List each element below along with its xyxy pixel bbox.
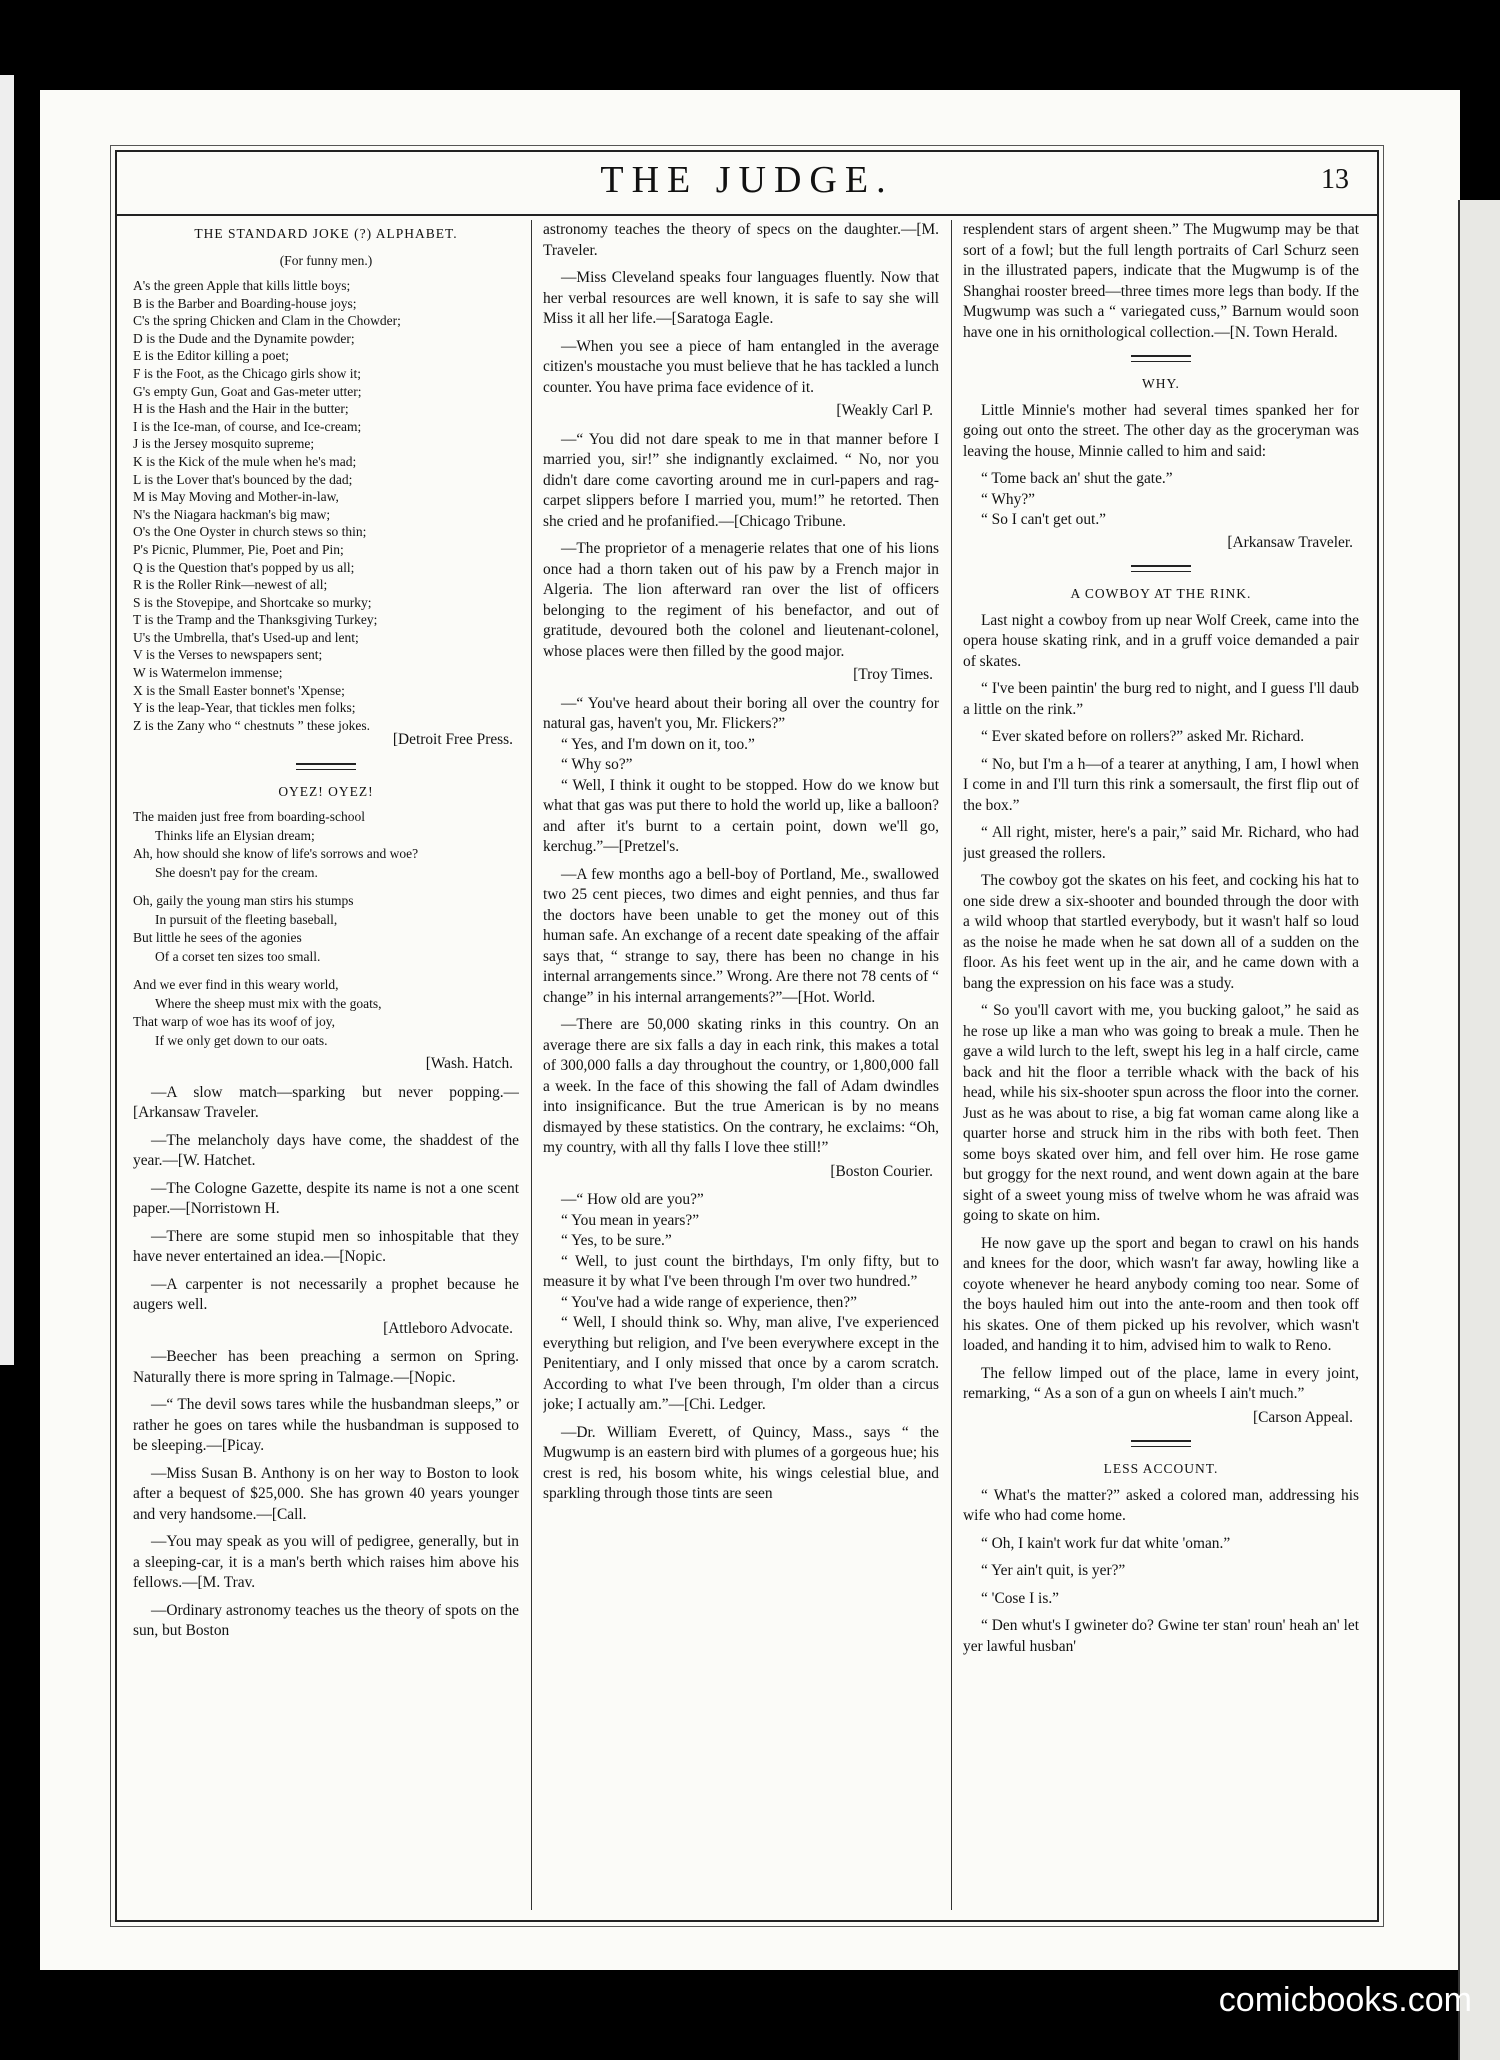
paragraph: —A few months ago a bell-boy of Portland, Me., swallowed two 25 cent pieces, two dimes and eight pennies, and thus far the doctors have been unable to get the money out of this human safe. An exchange of a recent date speaking of the affair says that, “ strange to say, there has been no change in his internal arrangements since.” Wrong. Are there not 78 cents of “ change” in his internal arrangements?”—[Hot. World. xyxy=(543,865,939,1006)
source-credit: [Arkansaw Traveler. xyxy=(1227,533,1353,551)
verse-line: N's the Niagara hackman's big maw; xyxy=(133,506,331,522)
source-credit: [Weakly Carl P. xyxy=(836,402,933,419)
page-frame xyxy=(115,150,1379,1922)
poem-line: She doesn't pay for the cream. xyxy=(155,864,318,880)
verse-line: M is May Moving and Mother-in-law, xyxy=(133,489,339,505)
dialogue-line: “ Yes, to be sure.” xyxy=(561,1232,672,1249)
paragraph: —The Cologne Gazette, despite its name is not a one scent paper.—[Norristown H. xyxy=(133,1179,519,1218)
verse-line: T is the Tramp and the Thanksgiving Turkey; xyxy=(133,612,378,628)
source-credit: [Wash. Hatch. xyxy=(425,1055,513,1073)
verse-line: B is the Barber and Boarding-house joys; xyxy=(133,295,357,311)
poem-line: Thinks life an Elysian dream; xyxy=(155,827,315,843)
dialogue-line: “ Why so?” xyxy=(561,756,633,773)
verse-line: Q is the Question that's popped by us all; xyxy=(133,559,355,575)
poem-line: Of a corset ten sizes too small. xyxy=(155,948,321,964)
paragraph: “ So you'll cavort with me, you bucking galoot,” he said as he rose up like a man who was going to break a mule. Then he gave a wild lurch to the left, swept his leg in a half circle, came back and hit the floor a terrible whack with the back of his head, while his six-shooter spun across the floor into the corner. Just as he was about to rise, a big fat woman came along like a quarter horse and struck him in the ribs with both feet. Then some boys skated over him, and fell over him. He rose game but groggy for the next round, and went down again at the bare sight of a sweet young miss of twelve whom he was afraid was going to skate on him. xyxy=(963,1002,1359,1224)
paragraph: “ All right, mister, here's a pair,” said Mr. Richard, who had just greased the rollers. xyxy=(963,824,1359,862)
paragraph: resplendent stars of argent sheen.” The Mugwump may be that sort of a fowl; but the full length portraits of Carl Schurz seen in the illustrated papers, indicate that the Mugwump is of the Shanghai rooster breed—three times more legs than body. If the Mugwump was such a “ variegated cuss,” Barnum would soon have one in his ornithological collection.—[N. Town Herald. xyxy=(963,221,1359,341)
poem-line: But little he sees of the agonies xyxy=(133,930,302,946)
oyez-heading: OYEZ! OYEZ! xyxy=(278,783,374,799)
dialogue-line: “ So I can't get out.” xyxy=(981,511,1107,528)
column-divider-2 xyxy=(951,220,952,1910)
verse-line: O's the One Oyster in church stews so thin; xyxy=(133,524,367,540)
dialogue xyxy=(543,694,939,858)
poem-line: That warp of woe has its woof of joy, xyxy=(133,1014,335,1030)
paragraph: —Miss Susan B. Anthony is on her way to Boston to look after a bequest of $25,000. She has grown 40 years younger and very handsome.—[Call. xyxy=(133,1464,519,1523)
poem-line: The maiden just free from boarding-school xyxy=(133,809,366,825)
paragraph: —There are 50,000 skating rinks in this country. On an average there are six falls a day in each rink, this makes a total of 300,000 falls a day throughout the country, or 1,800,000 fall a week. In the face of this showing the fall of Adam dwindles into insignificance. But the true American is by no means dismayed by these statistics. On the contrary, he exclaims: “Oh, my country, with all thy falls I love thee still!” xyxy=(543,1016,939,1156)
paragraph: “ What's the matter?” asked a colored man, addressing his wife who had come home. xyxy=(963,1486,1359,1524)
page-title: THE JUDGE. xyxy=(600,159,894,201)
paragraph: astronomy teaches the theory of specs on the daughter.—[M. Traveler. xyxy=(543,221,939,259)
paragraph: —The melancholy days have come, the shaddest of the year.—[W. Hatchet. xyxy=(133,1131,519,1170)
verse-line: K is the Kick of the mule when he's mad; xyxy=(133,453,357,469)
paragraph: “ Ever skated before on rollers?” asked Mr. Richard. xyxy=(981,728,1305,745)
verse-line: U's the Umbrella, that's Used-up and lent; xyxy=(133,629,359,645)
verse-line: Z is the Zany who “ chestnuts ” these jokes. xyxy=(133,717,370,733)
poem-line: If we only get down to our oats. xyxy=(155,1032,328,1048)
verse-line: X is the Small Easter bonnet's 'Xpense; xyxy=(133,682,345,698)
paragraph: —A slow match—sparking but never popping.—[Arkansaw Traveler. xyxy=(133,1083,519,1122)
paragraph: “ Den whut's I gwineter do? Gwine ter stan' roun' heah an' let yer lawful husban' xyxy=(963,1617,1359,1655)
dialogue-line: “ Well, I think it ought to be stopped. How do we know but what that gas was put there to hold the world up, like a balloon? and after it's burnt to a certain point, down we'll go, kerchug.”—[Pretzel's. xyxy=(543,776,939,855)
dialogue-line: —“ How old are you?” xyxy=(561,1191,704,1208)
paragraph: The fellow limped out of the place, lame in every joint, remarking, “ As a son of a gun on wheels I ain't much.” xyxy=(963,1364,1359,1402)
dialogue-line: “ Tome back an' shut the gate.” xyxy=(981,470,1173,487)
column-divider-1 xyxy=(531,220,532,1910)
page-number: 13 xyxy=(1321,164,1349,195)
verse-line: A's the green Apple that kills little boys; xyxy=(133,278,351,293)
paragraph: Last night a cowboy from up near Wolf Creek, came into the opera house skating rink, and in a gruff voice demanded a pair of skates. xyxy=(963,611,1359,670)
paragraph: “ 'Cose I is.” xyxy=(981,1589,1059,1607)
alphabet-verse xyxy=(133,277,519,734)
poem-line: In pursuit of the fleeting baseball, xyxy=(155,911,338,927)
dialogue-line: “ Well, I should think so. Why, man alive, I've experienced everything but religion, and I've been everywhere except in the Penitentiary, and I only missed that once by a carom scratch. According to what I've been through, I'm older than a circus joke; I actually am.”—[Chi. Ledger. xyxy=(543,1314,939,1413)
section-rule xyxy=(296,763,356,770)
alphabet-subheading: (For funny men.) xyxy=(279,252,373,268)
oyez-poem xyxy=(133,808,519,1050)
dialogue-line: —“ You've heard about their boring all over the country for natural gas, haven't you, Mr. Flickers?” xyxy=(543,694,939,732)
verse-line: Y is the leap-Year, that tickles men folks; xyxy=(133,700,356,716)
column-3 xyxy=(963,220,1359,1910)
verse-line: E is the Editor killing a poet; xyxy=(133,348,289,364)
section-rule xyxy=(1131,1440,1191,1447)
dialogue xyxy=(963,469,1359,531)
cowboy-heading: A COWBOY AT THE RINK. xyxy=(1070,586,1252,601)
paragraph: —Dr. William Everett, of Quincy, Mass., says “ the Mugwump is an eastern bird with plumes of a gorgeous hue; his crest is red, his bosom white, his wings celestial blue, and sparkling through those tints are seen xyxy=(543,1423,939,1502)
paragraph: —A carpenter is not necessarily a prophet because he augers well. xyxy=(133,1275,519,1314)
paragraph: “ Oh, I kain't work fur dat white 'oman.” xyxy=(981,1534,1231,1552)
paragraph: —Beecher has been preaching a sermon on Spring. Naturally there is more spring in Talmage.—[Nopic. xyxy=(133,1348,519,1386)
paragraph: —“ You did not dare speak to me in that manner before I married you, sir!” she indignantly exclaimed. “ No, nor you didn't dare come cavorting around me in curl-papers and rag-carpet slippers before I married you, mum!” he retorted. Then she cried and he profanified.—[Chicago Tribune. xyxy=(543,430,939,530)
verse-line: R is the Roller Rink—newest of all; xyxy=(133,577,328,593)
paragraph: “ Yer ain't quit, is yer?” xyxy=(981,1562,1126,1579)
source-credit: [Troy Times. xyxy=(853,666,933,683)
paragraph: —The proprietor of a menagerie relates that one of his lions once had a thorn taken out of his paw by a French major in Algeria. The lion afterward ran over the list of officers belonging to the regiment of his benefactor, and out of gratitude, devoured both the colonel and lieutenant-colonel, whose places were then filled by the good major. xyxy=(543,540,939,660)
paragraph: “ I've been paintin' the burg red to night, and I guess I'll daub a little on the rink.” xyxy=(963,680,1359,718)
column-2 xyxy=(543,220,939,1910)
paragraph: —There are some stupid men so inhospitable that they have never entertained an idea.—[Nopic. xyxy=(133,1227,519,1266)
poem-line: Ah, how should she know of life's sorrows and woe? xyxy=(133,846,419,862)
verse-line: D is the Dude and the Dynamite powder; xyxy=(133,330,355,346)
poem-line: Oh, gaily the young man stirs his stumps xyxy=(133,893,354,909)
why-heading: WHY. xyxy=(1142,376,1180,391)
verse-line: L is the Lover that's bounced by the dad; xyxy=(133,471,353,487)
paragraph: —You may speak as you will of pedigree, generally, but in a sleeping-car, it is a man's berth which raises him above his fellows.—[M. Trav. xyxy=(133,1533,519,1592)
verse-line: F is the Foot, as the Chicago girls show it; xyxy=(133,365,361,381)
paragraph: “ No, but I'm a h—of a tearer at anything, I am, I howl when I come in and I'll turn this rink a somersault, the first flip out of the box.” xyxy=(963,755,1359,814)
source-credit: [Boston Courier. xyxy=(830,1162,933,1180)
dialogue xyxy=(543,1190,939,1416)
verse-line: J is the Jersey mosquito supreme; xyxy=(133,436,315,452)
dialogue-line: “ Why?” xyxy=(981,490,1035,508)
verse-line: G's empty Gun, Goat and Gas-meter utter; xyxy=(133,383,362,399)
watermark: comicbooks.com xyxy=(1218,1981,1472,2019)
verse-line: W is Watermelon immense; xyxy=(133,665,283,681)
verse-line: I is the Ice-man, of course, and Ice-cream; xyxy=(133,418,362,434)
alphabet-heading: THE STANDARD JOKE (?) ALPHABET. xyxy=(194,226,458,241)
verse-line: V is the Verses to newspapers sent; xyxy=(133,647,323,663)
paragraph: —Ordinary astronomy teaches us the theory of spots on the sun, but Boston xyxy=(133,1601,519,1640)
source-credit: [Detroit Free Press. xyxy=(392,731,513,749)
poem-line: Where the sheep must mix with the goats, xyxy=(155,995,382,1011)
column-1 xyxy=(133,220,519,1910)
paragraph: He now gave up the sport and began to crawl on his hands and knees for the door, which wasn't far away, howling like a coyote whenever he heard anybody coming too near. Some of the boys hauled him out into the ante-room and then took off his skates. One of them picked up his revolver, which wasn't loaded, and handing it to him, advised him to walk to Reno. xyxy=(963,1234,1359,1354)
less-account-heading: LESS ACCOUNT. xyxy=(1103,1461,1219,1476)
poem-line: And we ever find in this weary world, xyxy=(133,977,339,993)
source-credit: [Attleboro Advocate. xyxy=(383,1319,513,1337)
source-credit: [Carson Appeal. xyxy=(1252,1408,1353,1426)
masthead xyxy=(117,152,1377,216)
paragraph: —“ The devil sows tares while the husbandman sleeps,” or rather he goes on tares while the husbandman is supposed to be sleeping.—[Picay. xyxy=(133,1396,519,1455)
dialogue-line: “ Well, to just count the birthdays, I'm only fifty, but to measure it by what I've been through I'm over two hundred.” xyxy=(543,1252,939,1290)
paragraph: The cowboy got the skates on his feet, and cocking his hat to one side drew a six-shooter and bounded through the door with a wild whoop that startled everybody, but it wasn't half so loud as the noise he made when he sat down all of a sudden on the floor. As his feet went up in the air, and he came down with a bang the expression on his face was a study. xyxy=(963,872,1359,992)
verse-line: C's the spring Chicken and Clam in the Chowder; xyxy=(133,313,401,329)
paragraph: Little Minnie's mother had several times spanked her for going out onto the street. The other day as the groceryman was leaving the house, Minnie called to him and said: xyxy=(963,401,1359,460)
newspaper-page xyxy=(40,90,1460,1970)
verse-line: P's Picnic, Plummer, Pie, Poet and Pin; xyxy=(133,541,344,557)
dialogue-line: “ You've had a wide range of experience, then?” xyxy=(561,1293,857,1311)
verse-line: S is the Stovepipe, and Shortcake so murky; xyxy=(133,594,372,610)
section-rule xyxy=(1131,355,1191,362)
verse-line: H is the Hash and the Hair in the butter; xyxy=(133,401,349,417)
dialogue-line: “ Yes, and I'm down on it, too.” xyxy=(561,735,755,753)
paragraph: —When you see a piece of ham entangled in the average citizen's moustache you must believe that he has tackled a lunch counter. You have prima face evidence of it. xyxy=(543,337,939,396)
paragraph: —Miss Cleveland speaks four languages fluently. Now that her verbal resources are well known, it is safe to say she will Miss it all her life.—[Saratoga Eagle. xyxy=(543,269,939,327)
dialogue-line: “ You mean in years?” xyxy=(561,1211,700,1229)
section-rule xyxy=(1131,565,1191,572)
binding-strip xyxy=(1458,200,1500,2060)
left-page-edge xyxy=(0,75,14,1365)
